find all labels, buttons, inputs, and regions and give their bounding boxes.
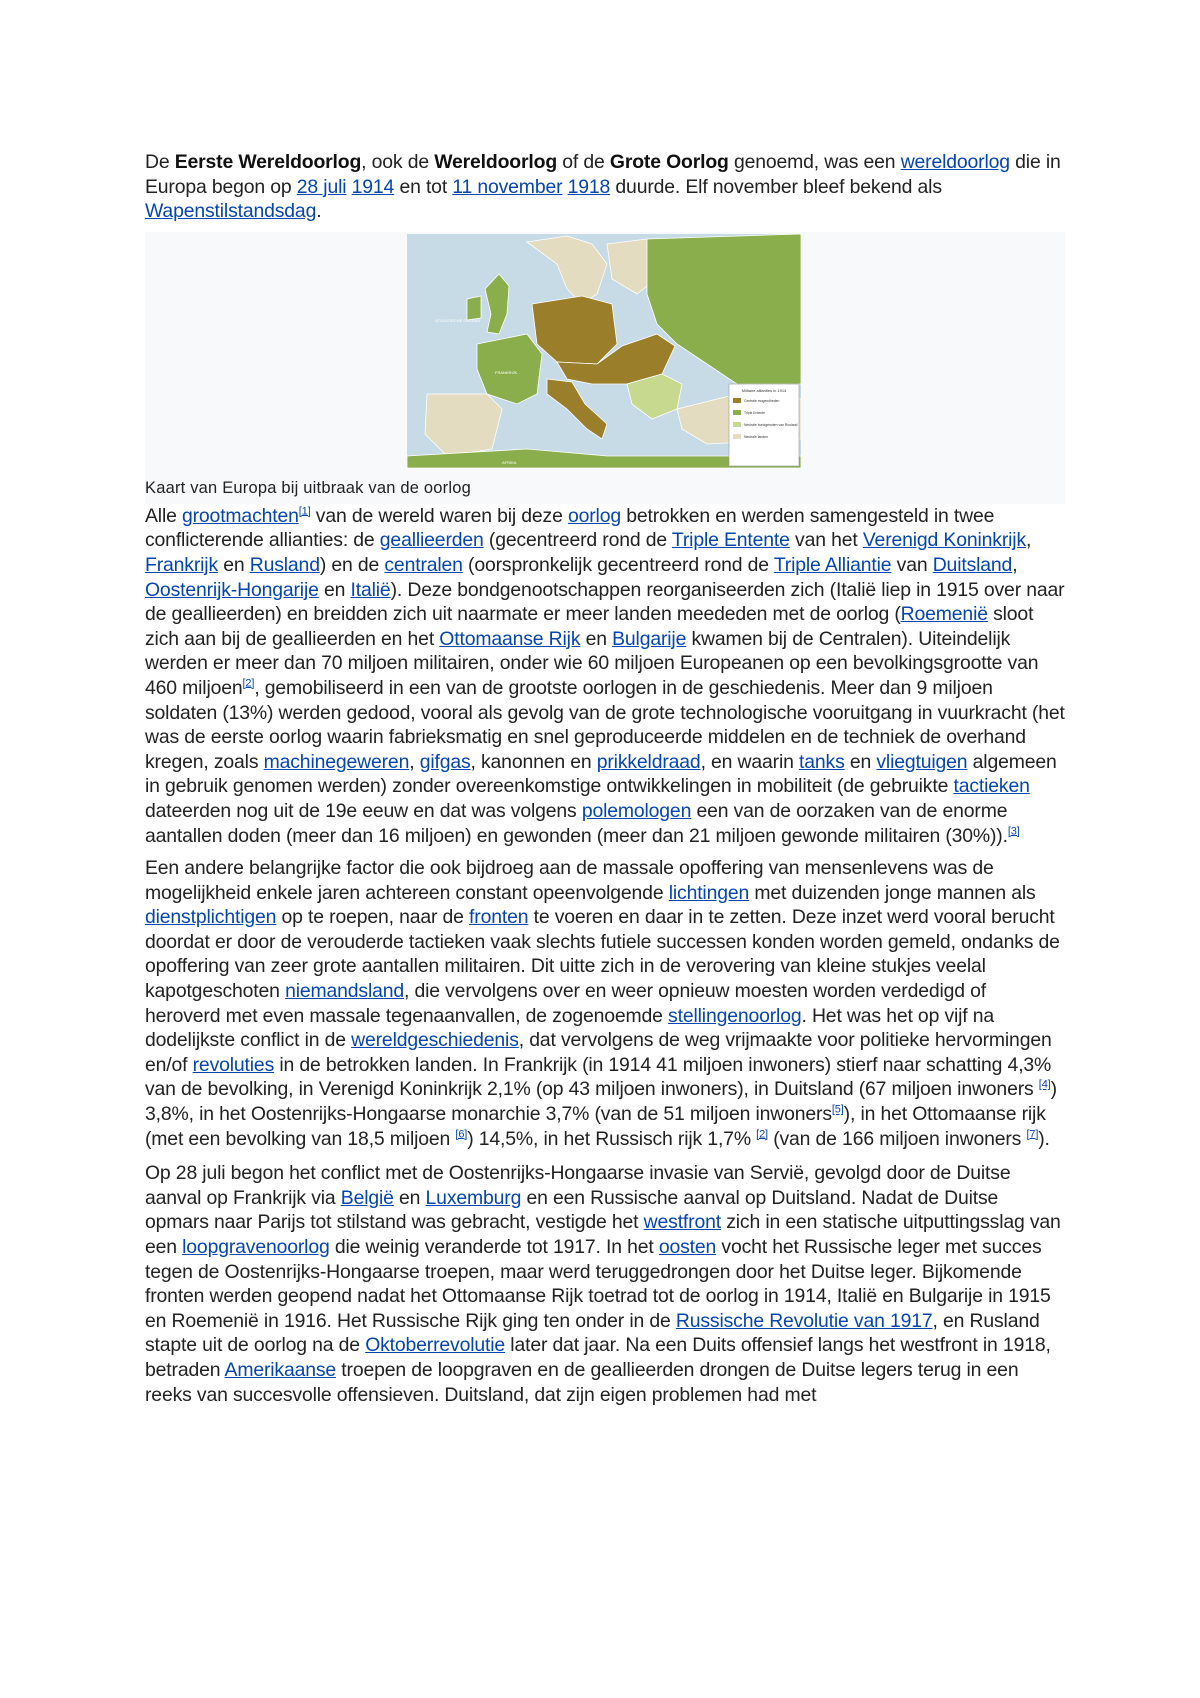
link-wereldoorlog[interactable]: wereldoorlog — [900, 151, 1010, 173]
link-ottomaanse-rijk[interactable]: Ottomaanse Rijk — [439, 627, 581, 650]
text: van de wereld waren bij deze — [310, 504, 568, 527]
link-oostenrijk-hongarije[interactable]: Oostenrijk-Hongarije — [145, 578, 319, 601]
link-oktoberrevolutie[interactable]: Oktoberrevolutie — [365, 1334, 506, 1357]
link-lichtingen[interactable]: lichtingen — [668, 881, 750, 904]
text: ). — [1038, 1127, 1050, 1150]
paragraph-alliances — [145, 504, 1065, 848]
text: (van de 166 miljoen inwoners — [767, 1127, 1027, 1150]
text: Alle — [145, 504, 182, 527]
text: Een andere belangrijke factor die ook bijdroeg aan de massale opoffering van mensenlevens was de mogelijkheid enkele jaren achtereen constant opeenvolgende — [145, 857, 994, 904]
legend-item-allied-neutral: Neutrale bondgenoten van Rusland — [744, 422, 798, 427]
text: , en waarin — [700, 750, 800, 773]
label-atlantic: ATLANTISCHE OCEAAN — [435, 317, 481, 323]
link-rusland[interactable]: Rusland — [249, 553, 320, 576]
footnote-link[interactable]: [1] — [298, 505, 311, 518]
link-triple-entente[interactable]: Triple Entente — [671, 529, 790, 552]
footnote-link[interactable]: [7] — [1026, 1128, 1039, 1141]
text: en — [217, 553, 250, 576]
article-body — [145, 150, 1065, 1407]
link-dienstplichtigen[interactable]: dienstplichtigen — [145, 906, 277, 929]
text: troepen de loopgraven en de geallieerden drongen de Duitse legers terug in een reeks van succesvolle offensieven. Duitsland, dat zijn eigen problemen had met — [145, 1358, 1019, 1406]
map-figure — [145, 232, 1065, 504]
text: . — [316, 200, 322, 223]
footnote-ref[interactable] — [1008, 825, 1020, 837]
text: . Het was het op vijf na dodelijkste conflict in de — [145, 1004, 995, 1052]
text: ) 14,5%, in het Russisch rijk 1,7% — [467, 1127, 757, 1150]
france — [477, 334, 542, 404]
bold-term: Wereldoorlog — [434, 151, 558, 173]
text: die in Europa begon op — [145, 151, 1061, 198]
link-wapenstilstandsdag[interactable]: Wapenstilstandsdag — [145, 200, 317, 223]
footnote-ref[interactable] — [756, 1128, 768, 1140]
text: , — [1026, 529, 1032, 552]
text: duurde. Elf november bleef bekend als — [610, 175, 942, 198]
text: , — [409, 750, 420, 773]
text: , — [1012, 553, 1018, 576]
footnote-ref[interactable] — [832, 1104, 844, 1116]
text: sloot zich aan bij de geallieerden en het — [145, 603, 1034, 650]
text: en tot — [394, 175, 453, 198]
text: en — [580, 627, 613, 650]
link-verenigd-koninkrijk[interactable]: Verenigd Koninkrijk — [862, 529, 1026, 552]
footnote-ref[interactable] — [1039, 1079, 1051, 1091]
label-france: FRANKRIJK — [495, 369, 518, 375]
legend-swatch-entente — [733, 410, 741, 415]
link-loopgravenoorlog[interactable]: loopgravenoorlog — [182, 1236, 330, 1258]
link-niemandsland[interactable]: niemandsland — [285, 980, 404, 1003]
link-stellingenoorlog[interactable]: stellingenoorlog — [668, 1004, 802, 1027]
footnote-link[interactable]: [6] — [455, 1128, 468, 1141]
text: en — [393, 1186, 426, 1209]
text: , dat vervolgens de weg vrijmaakte voor politieke hervormingen en/of — [145, 1029, 1052, 1076]
text: zich in een statische uitputtingsslag van een — [145, 1211, 1061, 1258]
text: op te roepen, naar de — [276, 906, 470, 929]
link-revoluties[interactable]: revoluties — [192, 1053, 275, 1076]
legend-item-neutral: Neutrale landen — [744, 434, 768, 439]
footnote-link[interactable]: [2] — [756, 1128, 768, 1141]
link-machinegeweren[interactable]: machinegeweren — [263, 750, 410, 773]
footnote-link[interactable]: [5] — [831, 1103, 844, 1116]
text: in de betrokken landen. In Frankrijk (in 1914 41 miljoen inwoners) stierf naar schatting 4,3% van de bevolking, in Verenigd Koninkrijk 2,1% (op 43 miljoen inwoners), in Duitsland (67 miljoen inwoners — [145, 1053, 1052, 1101]
bold-term: Eerste Wereldoorlog — [174, 151, 362, 173]
europe-alliances-map[interactable] — [407, 234, 801, 468]
link-frankrijk[interactable]: Frankrijk — [145, 553, 218, 576]
text: een van de oorzaken van de enorme aantallen doden (meer dan 16 miljoen) en gewonden (meer dan 21 miljoen gewonde militairen (30%)). — [145, 799, 1008, 847]
link-roemenie[interactable]: Roemenië — [900, 603, 988, 626]
footnote-link[interactable]: [4] — [1038, 1078, 1051, 1091]
footnote-ref[interactable] — [299, 505, 311, 517]
text: genoemd, was een — [728, 151, 901, 173]
link-centralen[interactable]: centralen — [384, 553, 463, 576]
text: die weinig veranderde tot 1917. In het — [329, 1236, 659, 1258]
link-prikkeldraad[interactable]: prikkeldraad — [596, 750, 701, 773]
text: algemeen in gebruik genomen werden) zonder overeenkomstige ontwikkelingen in mobiliteit (de gebruikte — [145, 750, 1057, 798]
text: ) 3,8%, in het Oostenrijks-Hongaarse monarchie 3,7% (van de 51 miljoen inwoners — [145, 1078, 1057, 1126]
link-russische-revolutie-1917[interactable]: Russische Revolutie van 1917 — [675, 1309, 933, 1332]
link-grootmachten[interactable]: grootmachten — [181, 504, 299, 527]
text: , en Rusland stapte uit de oorlog na de — [145, 1309, 1040, 1357]
link-vliegtuigen[interactable]: vliegtuigen — [876, 750, 968, 773]
text: De — [145, 151, 175, 173]
text: vocht het Russische leger met succes tegen de Oostenrijks-Hongaarse troepen, maar werd teruggedrongen door het Duitse leger. Bijkomende fronten werden geopend nadat het Ottomaanse Rijk toetrad tot de oorlog in 1914, Italië en Bulgarije in 1915 en Roemenië in 1916. Het Russische Rijk ging ten onder in de — [145, 1236, 1051, 1332]
link-westfront[interactable]: westfront — [643, 1211, 721, 1234]
paragraph-course-of-war — [145, 1161, 1065, 1407]
link-luxemburg[interactable]: Luxemburg — [425, 1186, 522, 1209]
footnote-ref[interactable] — [243, 677, 255, 689]
text: ), in het Ottomaanse rijk (met een bevolking van 18,5 miljoen — [145, 1103, 1046, 1150]
legend-swatch-neutral — [733, 434, 741, 439]
legend-item-entente: Triple Entente — [744, 410, 765, 415]
figure-caption: Kaart van Europa bij uitbraak van de oorlog — [145, 478, 471, 497]
text: of de — [557, 151, 610, 173]
label-africa: AFRIKA — [502, 459, 517, 465]
link-oorlog[interactable]: oorlog — [567, 504, 621, 527]
footnote-link[interactable]: [3] — [1007, 825, 1020, 838]
link-bulgarije[interactable]: Bulgarije — [612, 627, 687, 650]
text: ) en de — [319, 553, 385, 576]
link-amerikaanse[interactable]: Amerikaanse — [224, 1358, 337, 1381]
text: en — [318, 578, 351, 601]
legend-item-central: Centrale mogendheden — [744, 398, 780, 403]
link-tanks[interactable]: tanks — [799, 750, 845, 773]
text: (gecentreerd rond de — [483, 529, 672, 552]
link-oosten[interactable]: oosten — [658, 1236, 717, 1258]
link-duitsland[interactable]: Duitsland — [932, 553, 1013, 576]
bold-term: Grote Oorlog — [609, 151, 729, 173]
text: , die vervolgens over en weer opnieuw moesten worden verdedigd of heroverd met even massale tegenaanvallen, de zogenoemde — [145, 980, 987, 1027]
link-fronten[interactable]: fronten — [469, 906, 529, 929]
text: en een Russische aanval op Duitsland. Nadat de Duitse opmars naar Parijs tot stilstand was gebracht, vestigde het — [145, 1186, 999, 1234]
text: betrokken en werden samengesteld in twee conflicterende allianties: de — [145, 504, 995, 552]
link-11-november[interactable]: 11 november — [452, 175, 563, 198]
link-gifgas[interactable]: gifgas — [419, 750, 471, 773]
link-geallieerden[interactable]: geallieerden — [379, 529, 484, 552]
link-belgie[interactable]: België — [340, 1186, 394, 1209]
footnote-ref[interactable] — [455, 1128, 467, 1140]
link-wereldgeschiedenis[interactable]: wereldgeschiedenis — [351, 1029, 519, 1052]
text: Op 28 juli begon het conflict met de Oostenrijks-Hongaarse invasie van Servië, gevolgd door de Duitse aanval op Frankrijk via — [145, 1162, 1011, 1209]
text: met duizenden jonge mannen als — [749, 881, 1036, 904]
link-1914[interactable]: 1914 — [351, 175, 395, 198]
text: dateerden nog uit de 19e eeuw en dat was volgens — [145, 799, 582, 822]
link-polemologen[interactable]: polemologen — [581, 799, 692, 822]
link-triple-alliantie[interactable]: Triple Alliantie — [773, 553, 892, 576]
text: , ook de — [361, 151, 435, 173]
legend-title: Militaire allianties in 1914 — [741, 387, 787, 393]
text: , gemobiliseerd in een van de grootste oorlogen in de geschiedenis. Meer dan 9 miljoen soldaten (13%) werden gedood, vooral als gevolg van de grote technologische vooruitgang in vuurkracht (het was de eerste oorlog waarin fabrieksmatig en snel geproduceerde middelen en de techniek de overhand kregen, zoals — [145, 676, 1065, 773]
text: later dat jaar. Na een Duits offensief langs het westfront in 1918, betraden — [145, 1334, 1051, 1381]
text: (oorspronkelijk gecentreerd rond de — [462, 553, 774, 576]
link-tactieken[interactable]: tactieken — [953, 775, 1030, 798]
footnote-ref[interactable] — [1026, 1128, 1038, 1140]
footnote-link[interactable]: [2] — [242, 677, 255, 690]
link-28-juli[interactable]: 28 juli — [296, 175, 347, 198]
link-italie[interactable]: Italië — [350, 578, 391, 601]
ireland — [467, 296, 481, 320]
link-1918[interactable]: 1918 — [567, 175, 611, 198]
text: kwamen bij de Centralen). Uiteindelijk werden er meer dan 70 miljoen militairen, onder wie 60 miljoen Europeanen op een bevolkingsgrootte van 460 miljoen — [145, 627, 1039, 699]
text: van — [891, 553, 933, 576]
text: ). Deze bondgenootschappen reorganiseerden zich (Italië liep in 1915 over naar de geallieerden) en breidden zich uit naarmate er meer landen meededen met de oorlog ( — [145, 578, 1065, 626]
text: , kanonnen en — [470, 750, 597, 773]
text: te voeren en daar in te zetten. Deze inzet werd vooral berucht doordat er door de verouderde tactieken vaak slechts futiele successen konden worden gemeld, ondanks de opoffering van zeer grote aantallen militairen. Dit uitte zich in de verovering van kleine stukjes veelal kapotgeschoten — [145, 906, 1060, 1003]
paragraph-casualties — [145, 856, 1065, 1151]
text: en — [844, 750, 877, 773]
paragraph-intro — [145, 150, 1065, 224]
legend-swatch-allied-neutral — [733, 422, 741, 427]
text: van het — [789, 529, 863, 552]
legend-swatch-central — [733, 398, 741, 403]
